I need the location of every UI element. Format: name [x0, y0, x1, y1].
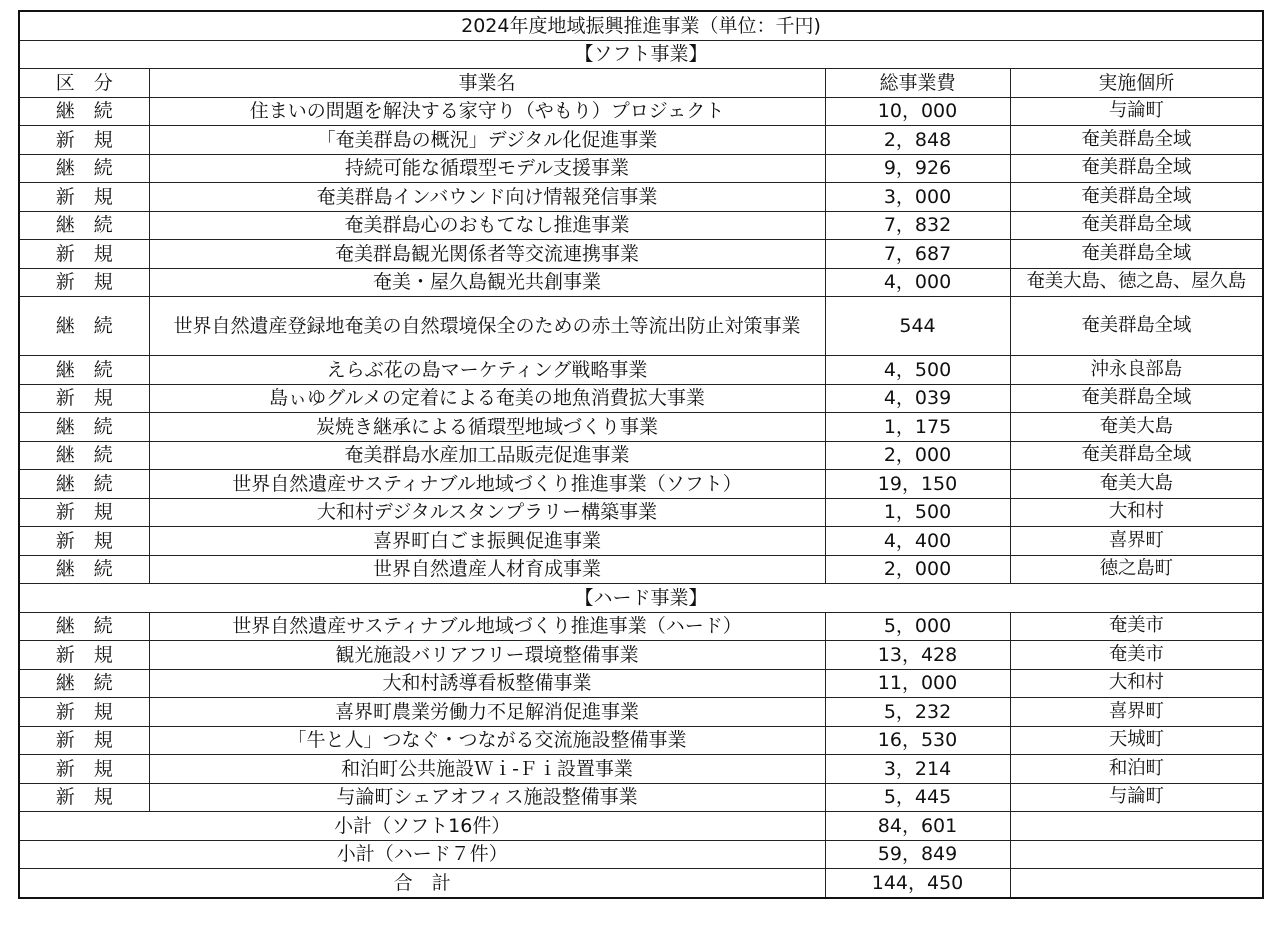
row-kubun: 新 規: [19, 268, 149, 297]
row-project-name: 喜界町白ごま振興促進事業: [149, 527, 825, 556]
hard-section-heading: 【ハード事業】: [19, 584, 1263, 613]
row-cost: 19，150: [825, 470, 1010, 499]
row-kubun: 継 続: [19, 211, 149, 240]
table-row: [19, 211, 1263, 240]
row-kubun: 新 規: [19, 726, 149, 755]
total-empty-cell: [1010, 812, 1263, 841]
header-place: 実施個所: [1010, 69, 1263, 98]
row-cost: 544: [825, 297, 1010, 356]
table-row: [19, 413, 1263, 442]
row-project-name: 奄美・屋久島観光共創事業: [149, 268, 825, 297]
total-value: 59，849: [825, 840, 1010, 869]
row-cost: 9，926: [825, 154, 1010, 183]
row-cost: 1，500: [825, 498, 1010, 527]
row-project-name: 世界自然遺産サスティナブル地域づくり推進事業（ソフト）: [149, 470, 825, 499]
table-row: [19, 612, 1263, 641]
table-row: [19, 498, 1263, 527]
table-row: [19, 97, 1263, 126]
row-place: 奄美市: [1010, 641, 1263, 670]
row-project-name: 観光施設バリアフリー環境整備事業: [149, 641, 825, 670]
table-title: 2024年度地域振興推進事業（単位：千円): [19, 11, 1263, 40]
row-kubun: 継 続: [19, 470, 149, 499]
row-place: 喜界町: [1010, 698, 1263, 727]
row-project-name: 奄美群島水産加工品販売促進事業: [149, 441, 825, 470]
header-cost: 総事業費: [825, 69, 1010, 98]
row-cost: 4，000: [825, 268, 1010, 297]
row-project-name: 世界自然遺産登録地奄美の自然環境保全のための赤土等流出防止対策事業: [149, 297, 825, 356]
row-kubun: 継 続: [19, 441, 149, 470]
row-kubun: 新 規: [19, 641, 149, 670]
row-cost: 1，175: [825, 413, 1010, 442]
row-project-name: 奄美群島インバウンド向け情報発信事業: [149, 183, 825, 212]
row-place: 沖永良部島: [1010, 356, 1263, 385]
row-place: 大和村: [1010, 669, 1263, 698]
total-empty-cell: [1010, 840, 1263, 869]
row-kubun: 継 続: [19, 154, 149, 183]
row-project-name: 大和村デジタルスタンプラリー構築事業: [149, 498, 825, 527]
row-project-name: 和泊町公共施設Ｗｉ-Ｆｉ設置事業: [149, 755, 825, 784]
table-row: [19, 268, 1263, 297]
total-value: 144，450: [825, 869, 1010, 898]
table-row: [19, 356, 1263, 385]
row-project-name: 世界自然遺産サスティナブル地域づくり推進事業（ハード）: [149, 612, 825, 641]
row-project-name: 喜界町農業労働力不足解消促進事業: [149, 698, 825, 727]
row-project-name: 「奄美群島の概況」デジタル化促進事業: [149, 126, 825, 155]
row-project-name: 「牛と人」つなぐ・つながる交流施設整備事業: [149, 726, 825, 755]
row-kubun: 新 規: [19, 126, 149, 155]
row-place: 奄美群島全域: [1010, 240, 1263, 269]
row-place: 奄美群島全域: [1010, 297, 1263, 356]
table-row: [19, 698, 1263, 727]
table-row: [19, 441, 1263, 470]
row-place: 奄美大島: [1010, 413, 1263, 442]
row-cost: 4，039: [825, 384, 1010, 413]
row-project-name: 世界自然遺産人材育成事業: [149, 555, 825, 584]
row-place: 和泊町: [1010, 755, 1263, 784]
header-name: 事業名: [149, 69, 825, 98]
total-label: 小計（ハード７件）: [19, 840, 825, 869]
row-cost: 4，500: [825, 356, 1010, 385]
row-kubun: 新 規: [19, 384, 149, 413]
total-empty-cell: [1010, 869, 1263, 898]
row-project-name: 炭焼き継承による循環型地域づくり事業: [149, 413, 825, 442]
row-kubun: 継 続: [19, 356, 149, 385]
table-row: [19, 470, 1263, 499]
total-row: [19, 840, 1263, 869]
total-label: 合 計: [19, 869, 825, 898]
row-place: 天城町: [1010, 726, 1263, 755]
table-row: [19, 297, 1263, 356]
table-row: [19, 240, 1263, 269]
table-row: [19, 527, 1263, 556]
row-project-name: 与論町シェアオフィス施設整備事業: [149, 783, 825, 812]
table-row: [19, 641, 1263, 670]
row-kubun: 新 規: [19, 783, 149, 812]
row-place: 奄美群島全域: [1010, 126, 1263, 155]
row-kubun: 継 続: [19, 669, 149, 698]
table-row: [19, 154, 1263, 183]
row-place: 奄美群島全域: [1010, 441, 1263, 470]
row-project-name: 島ぃゆグルメの定着による奄美の地魚消費拡大事業: [149, 384, 825, 413]
row-place: 奄美市: [1010, 612, 1263, 641]
row-project-name: 住まいの問題を解決する家守り（やもり）プロジェクト: [149, 97, 825, 126]
budget-table: [18, 10, 1264, 899]
table-row: [19, 555, 1263, 584]
row-place: 奄美群島全域: [1010, 384, 1263, 413]
row-kubun: 新 規: [19, 755, 149, 784]
row-cost: 2，000: [825, 555, 1010, 584]
table-row: [19, 726, 1263, 755]
row-kubun: 継 続: [19, 612, 149, 641]
row-kubun: 継 続: [19, 555, 149, 584]
row-kubun: 新 規: [19, 183, 149, 212]
row-cost: 7，832: [825, 211, 1010, 240]
total-row: [19, 812, 1263, 841]
row-place: 奄美大島、徳之島、屋久島: [1010, 268, 1263, 297]
total-value: 84，601: [825, 812, 1010, 841]
header-row: [19, 69, 1263, 98]
row-cost: 2，000: [825, 441, 1010, 470]
row-place: 与論町: [1010, 97, 1263, 126]
row-cost: 11，000: [825, 669, 1010, 698]
row-kubun: 新 規: [19, 698, 149, 727]
row-cost: 5，445: [825, 783, 1010, 812]
row-cost: 3，000: [825, 183, 1010, 212]
row-place: 喜界町: [1010, 527, 1263, 556]
row-cost: 13，428: [825, 641, 1010, 670]
row-place: 奄美群島全域: [1010, 154, 1263, 183]
row-place: 奄美群島全域: [1010, 183, 1263, 212]
title-row: [19, 11, 1263, 40]
row-cost: 5，000: [825, 612, 1010, 641]
row-place: 奄美大島: [1010, 470, 1263, 499]
table-row: [19, 783, 1263, 812]
total-label: 小計（ソフト16件）: [19, 812, 825, 841]
table-row: [19, 183, 1263, 212]
row-cost: 7，687: [825, 240, 1010, 269]
row-cost: 16，530: [825, 726, 1010, 755]
row-kubun: 新 規: [19, 240, 149, 269]
row-place: 徳之島町: [1010, 555, 1263, 584]
row-kubun: 継 続: [19, 97, 149, 126]
row-cost: 2，848: [825, 126, 1010, 155]
row-project-name: 奄美群島観光関係者等交流連携事業: [149, 240, 825, 269]
row-cost: 3，214: [825, 755, 1010, 784]
row-place: 奄美群島全域: [1010, 211, 1263, 240]
table-row: [19, 669, 1263, 698]
row-project-name: 大和村誘導看板整備事業: [149, 669, 825, 698]
row-cost: 10，000: [825, 97, 1010, 126]
row-place: 与論町: [1010, 783, 1263, 812]
row-project-name: 奄美群島心のおもてなし推進事業: [149, 211, 825, 240]
header-kubun: 区 分: [19, 69, 149, 98]
table-row: [19, 126, 1263, 155]
row-kubun: 新 規: [19, 527, 149, 556]
table-row: [19, 384, 1263, 413]
soft-heading-row: [19, 40, 1263, 69]
row-kubun: 新 規: [19, 498, 149, 527]
row-kubun: 継 続: [19, 413, 149, 442]
row-project-name: えらぶ花の島マーケティング戦略事業: [149, 356, 825, 385]
row-cost: 4，400: [825, 527, 1010, 556]
row-place: 大和村: [1010, 498, 1263, 527]
row-project-name: 持続可能な循環型モデル支援事業: [149, 154, 825, 183]
soft-section-heading: 【ソフト事業】: [19, 40, 1263, 69]
table-row: [19, 755, 1263, 784]
row-cost: 5，232: [825, 698, 1010, 727]
hard-heading-row: [19, 584, 1263, 613]
total-row: [19, 869, 1263, 898]
row-kubun: 継 続: [19, 297, 149, 356]
